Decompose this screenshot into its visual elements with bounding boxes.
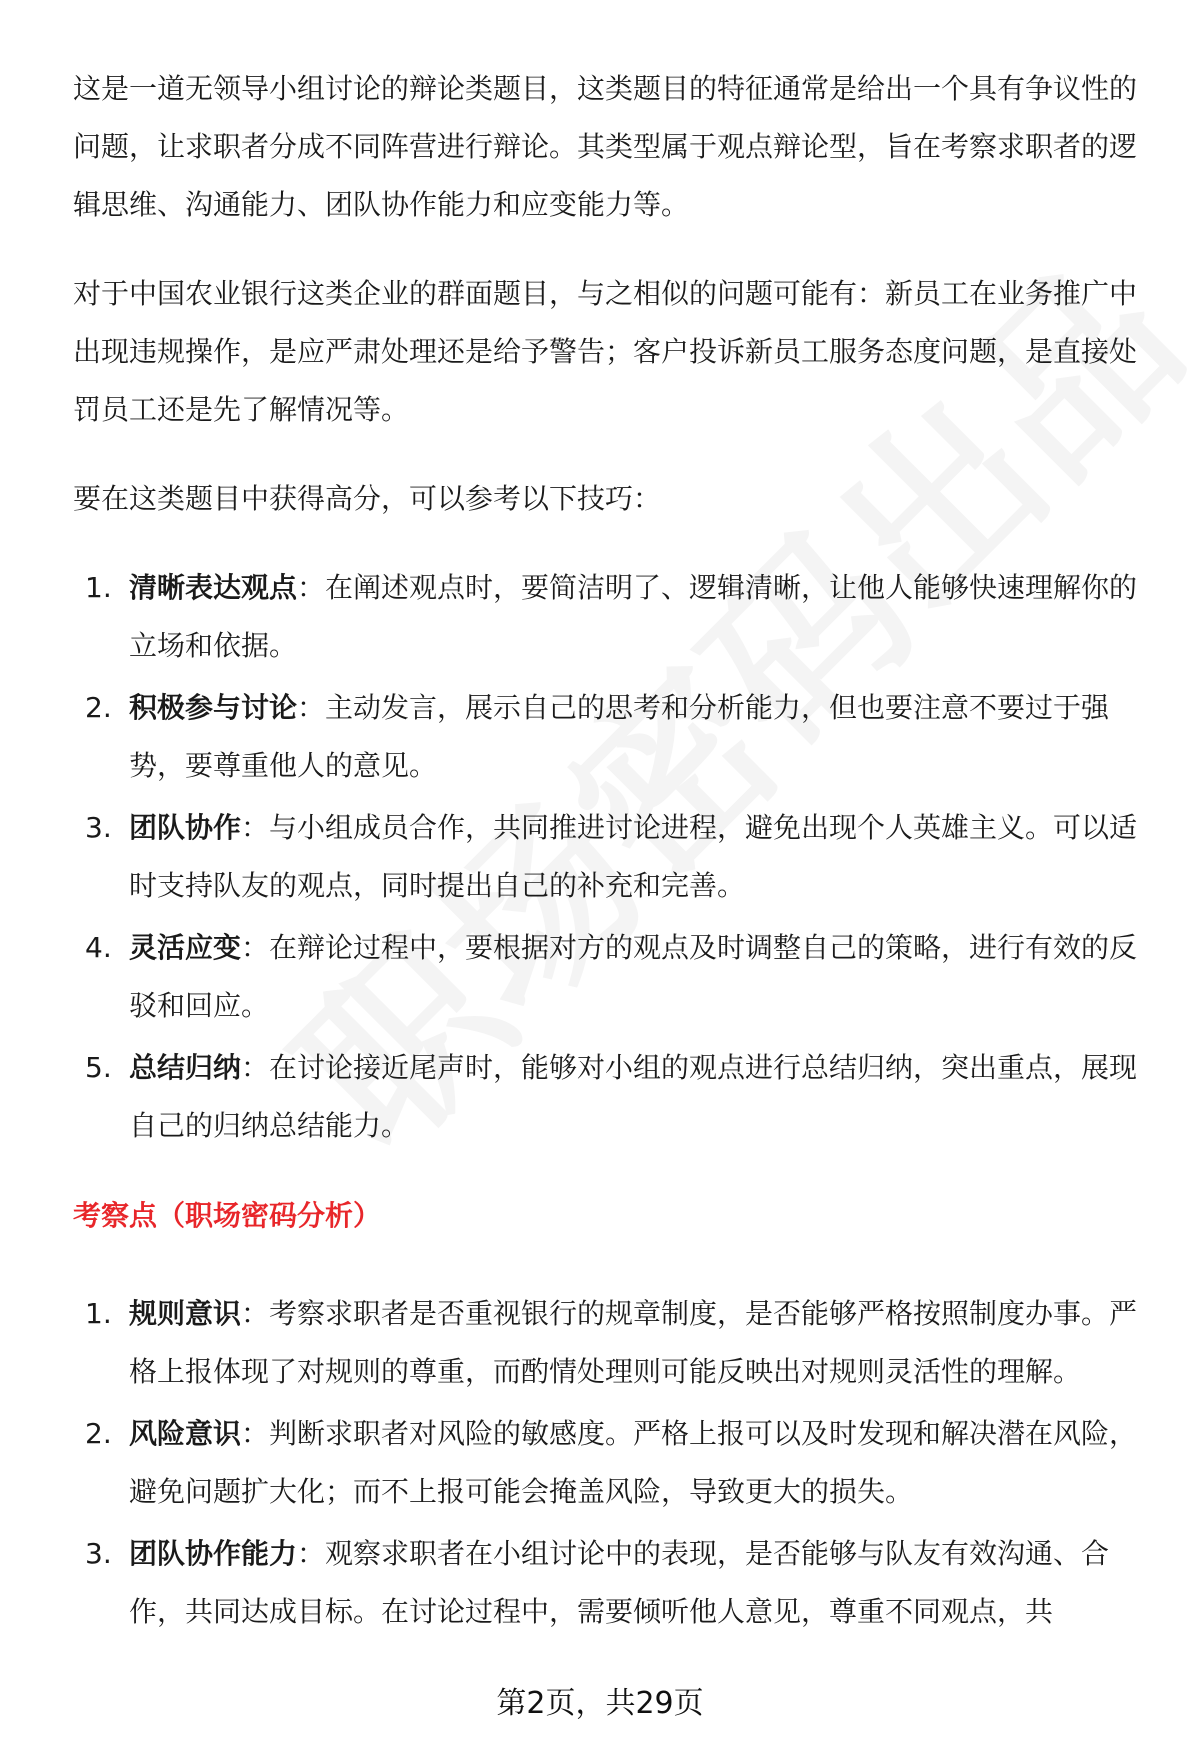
list-term: 清晰表达观点 [129, 571, 298, 604]
points-list [73, 1285, 1143, 1641]
list-text: ：主动发言，展示自己的思考和分析能力，但也要注意不要过于强势，要尊重他人的意见。 [129, 691, 1110, 782]
list-number: 2. [85, 1417, 112, 1450]
list-term: 总结归纳 [129, 1051, 242, 1084]
list-number: 3. [85, 811, 112, 844]
list-term: 风险意识 [129, 1417, 242, 1450]
list-term: 团队协作 [129, 811, 242, 844]
tips-list [73, 559, 1143, 1155]
list-item [73, 799, 1143, 915]
list-number: 4. [85, 931, 112, 964]
list-number: 2. [85, 691, 112, 724]
section-heading: 考察点（职场密码分析） [73, 1199, 382, 1232]
list-term: 团队协作能力 [129, 1537, 298, 1570]
list-item [73, 559, 1143, 675]
intro-paragraph: 这是一道无领导小组讨论的辩论类题目，这类题目的特征通常是给出一个具有争议性的问题，让求职者分成不同阵营进行辩论。其类型属于观点辩论型，旨在考察求职者的逻辑思维、沟通能力、团队协作能力和应变能力等。 [73, 72, 1138, 221]
list-item [73, 1039, 1143, 1155]
list-item [73, 1285, 1143, 1401]
list-number: 3. [85, 1537, 112, 1570]
list-text: ：在辩论过程中，要根据对方的观点及时调整自己的策略，进行有效的反驳和回应。 [129, 931, 1138, 1022]
list-text: ：在阐述观点时，要简洁明了、逻辑清晰，让他人能够快速理解你的立场和依据。 [129, 571, 1138, 662]
list-text: ：观察求职者在小组讨论中的表现，是否能够与队友有效沟通、合作，共同达成目标。在讨论过程中，需要倾听他人意见，尊重不同观点，共 [129, 1537, 1110, 1628]
list-text: ：与小组成员合作，共同推进讨论进程，避免出现个人英雄主义。可以适时支持队友的观点，同时提出自己的补充和完善。 [129, 811, 1138, 902]
list-text: ：考察求职者是否重视银行的规章制度，是否能够严格按照制度办事。严格上报体现了对规则的尊重，而酌情处理则可能反映出对规则灵活性的理解。 [129, 1297, 1138, 1388]
list-number: 1. [85, 1297, 112, 1330]
list-item [73, 1525, 1143, 1641]
list-text: ：判断求职者对风险的敏感度。严格上报可以及时发现和解决潜在风险，避免问题扩大化；而不上报可能会掩盖风险，导致更大的损失。 [129, 1417, 1138, 1508]
list-number: 5. [85, 1051, 112, 1084]
list-term: 灵活应变 [129, 931, 242, 964]
list-item [73, 679, 1143, 795]
list-text: ：在讨论接近尾声时，能够对小组的观点进行总结归纳，突出重点，展现自己的归纳总结能力。 [129, 1051, 1138, 1142]
list-item [73, 1405, 1143, 1521]
list-item [73, 919, 1143, 1035]
page-number-footer: 第2页，共29页 [496, 1686, 704, 1721]
similar-questions-paragraph: 对于中国农业银行这类企业的群面题目，与之相似的问题可能有：新员工在业务推广中出现违规操作，是应严肃处理还是给予警告；客户投诉新员工服务态度问题，是直接处罚员工还是先了解情况等。 [73, 277, 1138, 426]
list-term: 规则意识 [129, 1297, 242, 1330]
list-term: 积极参与讨论 [129, 691, 298, 724]
tips-intro-paragraph: 要在这类题目中获得高分，可以参考以下技巧： [73, 482, 662, 515]
list-number: 1. [85, 571, 112, 604]
document-body [73, 60, 1143, 1673]
